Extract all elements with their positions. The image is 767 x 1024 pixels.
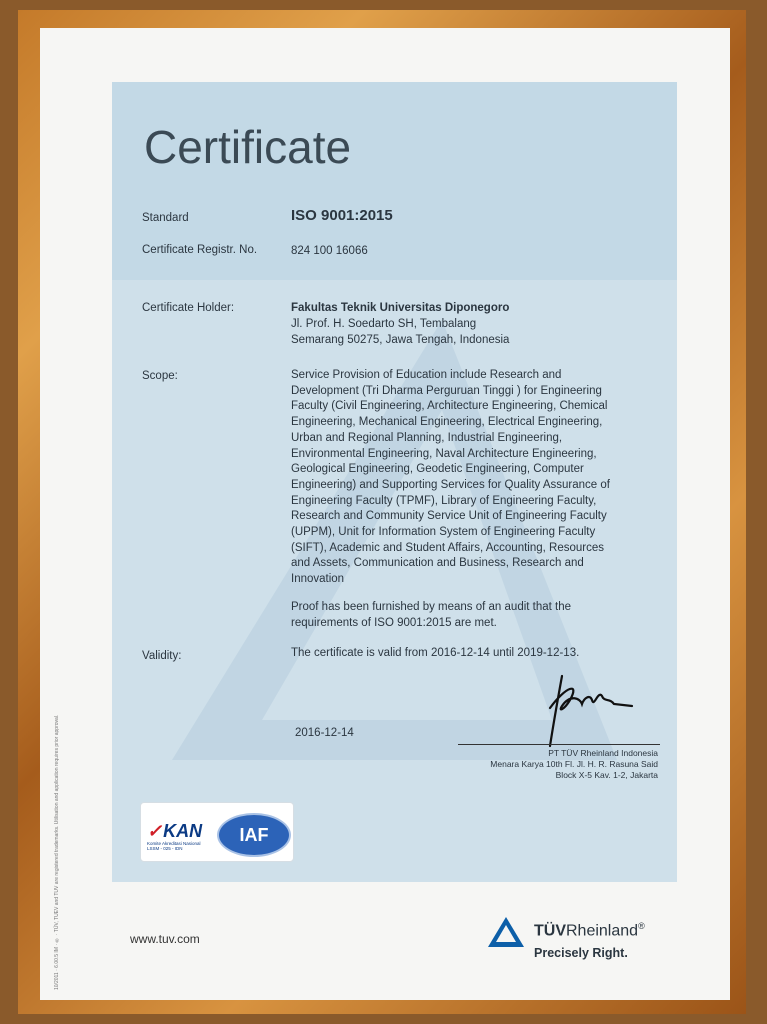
scope-line: (UPPM), Unit for Information System of Engineering Faculty [291,526,596,539]
issuer-name: PT TÜV Rheinland Indonesia [548,748,658,758]
scope-line: Innovation [291,573,345,586]
tuv-brand [534,921,645,940]
validity-text: The certificate is valid from 2016-12-14 until 2019-12-13. [291,647,580,659]
accreditation-logos [140,802,294,862]
holder-address-line: Jl. Prof. H. Soedarto SH, Tembalang [291,318,477,330]
tuv-brand-a: TÜV [534,922,566,940]
scope-line: Environmental Engineering, Naval Architecture Engineering, [291,447,597,460]
scope-line: Service Provision of Education include Research and [291,369,562,381]
standard-label: Standard [142,212,189,224]
iaf-logo: IAF [217,813,291,857]
certificate-title: Certificate [144,121,352,173]
holder-name: Fakultas Teknik Universitas Diponegoro [291,302,510,314]
regno-value: 824 100 16066 [291,245,368,257]
registered-mark: ® [638,921,645,931]
issuer-address-line: Block X-5 Kav. 1-2, Jakarta [555,770,658,780]
issuer-address-line: Menara Karya 10th Fl. Jl. H. R. Rasuna Said [490,759,658,769]
scope-line: and Assets, Communication and Business, Research and [291,557,584,570]
holder-address-line: Semarang 50275, Jawa Tengah, Indonesia [291,334,510,346]
holder-label: Certificate Holder: [142,302,235,314]
scope-line: Development (Tri Dharma Perguruan Tinggi ) for Engineering [291,384,602,397]
scope-line: Research and Community Service Unit of Engineering Faculty [291,510,607,523]
proof-line: requirements of ISO 9001:2015 are met. [291,617,497,629]
validity-label: Validity: [142,650,182,662]
kan-subtitle: Komite Akreditasi Nasional LSSM - 025 - IDN [147,841,201,851]
scope-text [291,368,666,588]
issue-date: 2016-12-14 [295,727,354,739]
signature-line [458,744,660,745]
kan-logo [147,821,202,842]
tuv-triangle-logo-icon [486,915,526,949]
scope-line: Geological Engineering, Geodetic Engineering, Computer [291,463,584,476]
scope-line: Engineering) and Supporting Services for Quality Assurance of [291,478,610,491]
scope-label: Scope: [142,370,178,382]
scope-line: Engineering, Mechanical Engineering, Electrical Engineering, [291,416,603,429]
check-icon: ✓ [147,821,163,841]
website-url: www.tuv.com [130,932,200,946]
scope-line: (SIFT), Academic and Student Affairs, Accounting, Resources [291,541,604,554]
side-fine-print: 10/2011 · 6.00.5 IM · ® · TÜV, TUEV and TUV are registered trademarks. Utilisation and application requires prior approval. [54,714,60,990]
tuv-brand-b: Rheinland [566,922,639,940]
regno-label: Certificate Registr. No. [142,244,258,256]
issuer-address [460,748,658,781]
proof-line: Proof has been furnished by means of an audit that the [291,601,572,613]
tuv-tagline: Precisely Right. [534,946,628,960]
signature-icon [540,668,640,748]
scope-line: Faculty (Civil Engineering, Architecture Engineering, Chemical [291,400,608,413]
scope-line: Engineering Faculty (TPMF), Library of Engineering Faculty, [291,494,597,507]
scope-line: Urban and Regional Planning, Industrial Engineering, [291,431,563,444]
standard-value: ISO 9001:2015 [291,207,393,224]
kan-logo-text: KAN [163,821,203,841]
